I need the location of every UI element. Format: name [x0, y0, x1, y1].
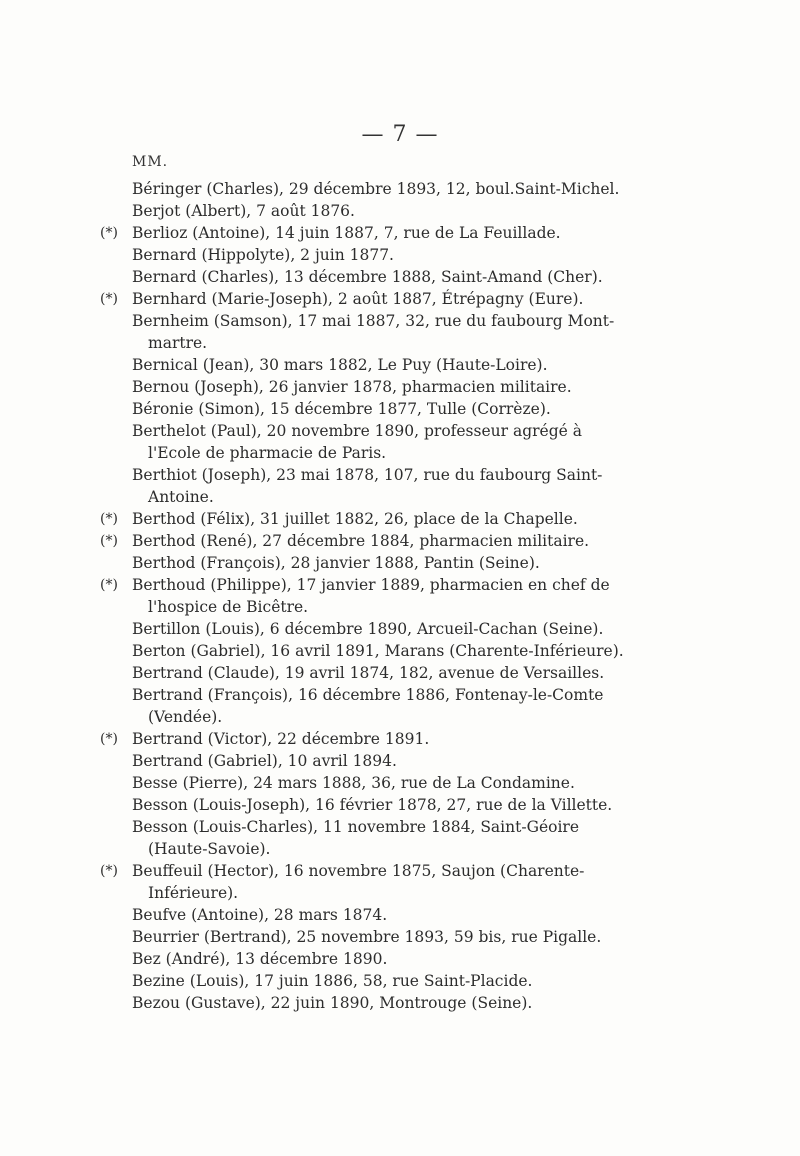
list-item	[100, 948, 640, 970]
list-item	[100, 970, 640, 992]
entry-text: Bezou (Gustave), 22 juin 1890, Montrouge (Seine).	[132, 994, 533, 1012]
entry-text: Berton (Gabriel), 16 avril 1891, Marans (Charente-Inférieure).	[132, 642, 624, 660]
entry-text: Beurrier (Bertrand), 25 novembre 1893, 59 bis, rue Pigalle.	[132, 928, 602, 946]
list-item	[100, 508, 640, 530]
list-header: MM.	[132, 154, 169, 170]
list-item	[100, 772, 640, 794]
list-item	[100, 728, 640, 750]
list-item	[100, 662, 640, 684]
list-item	[100, 904, 640, 926]
entry-continuation: martre.	[148, 334, 208, 352]
entry-text: Berthelot (Paul), 20 novembre 1890, professeur agrégé à	[132, 422, 582, 440]
entry-text: Beuffeuil (Hector), 16 novembre 1875, Saujon (Charente-	[132, 862, 585, 880]
entry-text: Bertrand (Victor), 22 décembre 1891.	[132, 730, 430, 748]
entry-text: Berthiot (Joseph), 23 mai 1878, 107, rue du faubourg Saint-	[132, 466, 603, 484]
list-item	[100, 552, 640, 574]
entry-text: Béringer (Charles), 29 décembre 1893, 12, boul.Saint-Michel.	[132, 180, 620, 198]
entry-text: Bernou (Joseph), 26 janvier 1878, pharmacien militaire.	[132, 378, 572, 396]
asterisk-mark: (*)	[100, 225, 118, 241]
list-item	[100, 816, 640, 860]
list-item	[100, 398, 640, 420]
entry-text: Bezine (Louis), 17 juin 1886, 58, rue Saint-Placide.	[132, 972, 533, 990]
entry-continuation: (Haute-Savoie).	[148, 840, 271, 858]
asterisk-mark: (*)	[100, 511, 118, 527]
entry-text: Besse (Pierre), 24 mars 1888, 36, rue de La Condamine.	[132, 774, 575, 792]
list-item	[100, 926, 640, 948]
asterisk-mark: (*)	[100, 863, 118, 879]
page-number: — 7 —	[361, 122, 439, 147]
list-item	[100, 310, 640, 354]
list-item	[100, 860, 640, 904]
list-item	[100, 244, 640, 266]
list-item	[100, 200, 640, 222]
entry-continuation: Inférieure).	[148, 884, 239, 902]
entry-text: Bernard (Hippolyte), 2 juin 1877.	[132, 246, 394, 264]
entry-text: Bez (André), 13 décembre 1890.	[132, 950, 388, 968]
entry-continuation: Antoine.	[148, 488, 214, 506]
asterisk-mark: (*)	[100, 533, 118, 549]
entry-continuation: (Vendée).	[148, 708, 223, 726]
list-item	[100, 178, 640, 200]
entry-continuation: l'Ecole de pharmacie de Paris.	[148, 444, 387, 462]
entry-text: Bertrand (François), 16 décembre 1886, Fontenay-le-Comte	[132, 686, 604, 704]
list-item	[100, 354, 640, 376]
asterisk-mark: (*)	[100, 731, 118, 747]
entry-text: Besson (Louis-Joseph), 16 février 1878, 27, rue de la Villette.	[132, 796, 613, 814]
entry-text: Bertrand (Claude), 19 avril 1874, 182, avenue de Versailles.	[132, 664, 605, 682]
list-item	[100, 222, 640, 244]
entry-text: Berjot (Albert), 7 août 1876.	[132, 202, 355, 220]
list-item	[100, 574, 640, 618]
asterisk-mark: (*)	[100, 577, 118, 593]
list-item	[100, 794, 640, 816]
entry-continuation: l'hospice de Bicêtre.	[148, 598, 309, 616]
entry-text: Bernheim (Samson), 17 mai 1887, 32, rue du faubourg Mont-	[132, 312, 615, 330]
list-item	[100, 684, 640, 728]
entry-text: Bernhard (Marie-Joseph), 2 août 1887, Étrépagny (Eure).	[132, 290, 584, 308]
list-item	[100, 266, 640, 288]
list-item	[100, 376, 640, 398]
list-item	[100, 464, 640, 508]
list-item	[100, 618, 640, 640]
entry-text: Bernard (Charles), 13 décembre 1888, Saint-Amand (Cher).	[132, 268, 603, 286]
list-item	[100, 420, 640, 464]
member-list	[100, 178, 640, 1014]
list-item	[100, 530, 640, 552]
list-item	[100, 750, 640, 772]
list-item	[100, 288, 640, 310]
entry-text: Berthod (François), 28 janvier 1888, Pantin (Seine).	[132, 554, 540, 572]
entry-text: Berthod (Félix), 31 juillet 1882, 26, place de la Chapelle.	[132, 510, 578, 528]
entry-text: Besson (Louis-Charles), 11 novembre 1884, Saint-Géoire	[132, 818, 580, 836]
list-item	[100, 640, 640, 662]
entry-text: Berthod (René), 27 décembre 1884, pharmacien militaire.	[132, 532, 590, 550]
entry-text: Berthoud (Philippe), 17 janvier 1889, pharmacien en chef de	[132, 576, 610, 594]
list-item	[100, 992, 640, 1014]
entry-text: Bernical (Jean), 30 mars 1882, Le Puy (Haute-Loire).	[132, 356, 548, 374]
entry-text: Bertillon (Louis), 6 décembre 1890, Arcueil-Cachan (Seine).	[132, 620, 604, 638]
entry-text: Béronie (Simon), 15 décembre 1877, Tulle (Corrèze).	[132, 400, 551, 418]
entry-text: Berlioz (Antoine), 14 juin 1887, 7, rue de La Feuillade.	[132, 224, 561, 242]
asterisk-mark: (*)	[100, 291, 118, 307]
entry-text: Bertrand (Gabriel), 10 avril 1894.	[132, 752, 397, 770]
entry-text: Beufve (Antoine), 28 mars 1874.	[132, 906, 388, 924]
